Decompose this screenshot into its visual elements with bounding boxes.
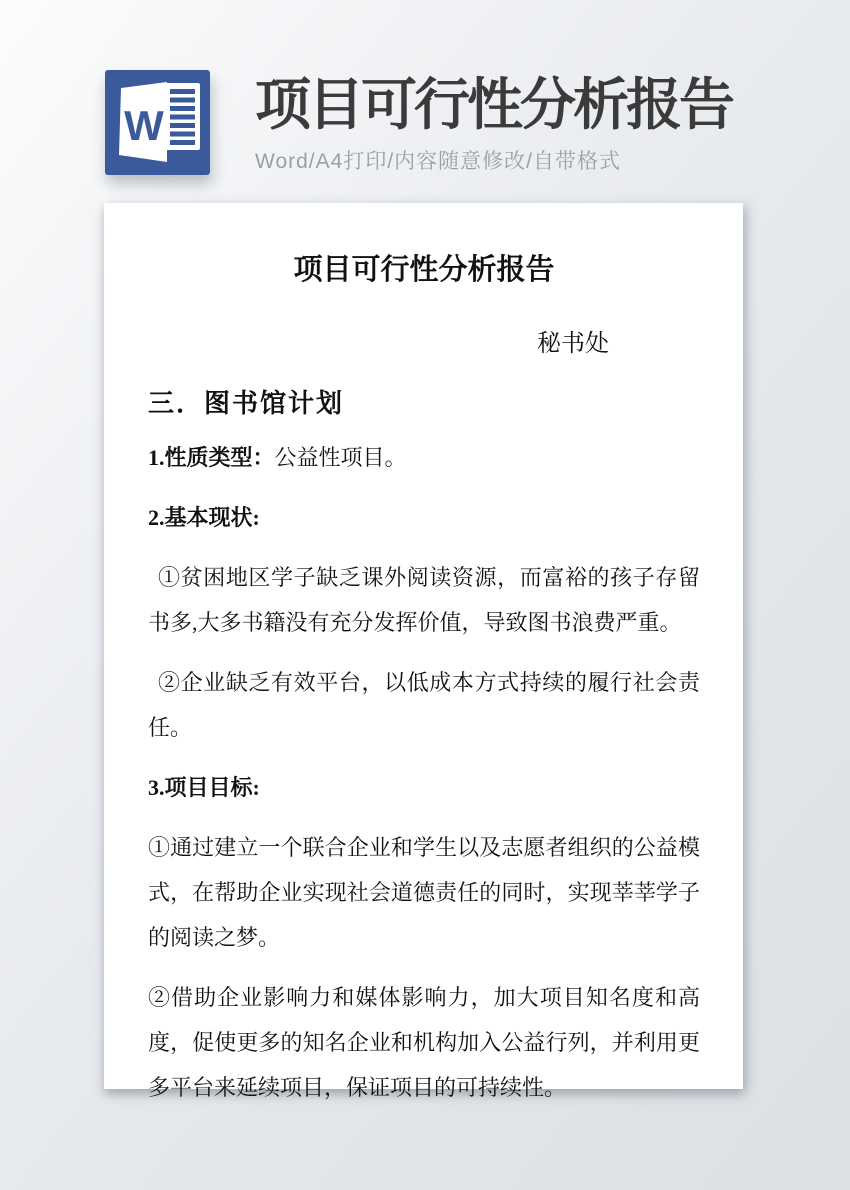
heading-project-goals: 3.项目目标: <box>148 775 260 800</box>
document-byline: 秘书处 <box>537 331 609 357</box>
word-icon-letter: W <box>124 102 164 149</box>
document-page <box>104 203 743 1100</box>
paragraph-status-1: ①贫困地区学子缺乏课外阅读资源，而富裕的孩子存留书多,大多书籍没有充分发挥价值，导致图书浪费严重。 <box>148 565 700 635</box>
paragraph-status-2: ②企业缺乏有效平台，以低成本方式持续的履行社会责任。 <box>148 670 700 740</box>
word-icon <box>105 70 210 175</box>
header-title: 项目可行性分析报告 <box>255 73 732 136</box>
line-nature-type <box>148 435 700 480</box>
section-heading-library-plan: 三．图书馆计划 <box>148 388 345 418</box>
line-nature-type-label: 1.性质类型： <box>148 445 275 470</box>
header-text <box>255 74 732 174</box>
document-title: 项目可行性分析报告 <box>293 254 555 286</box>
paragraph-goal-2: ②借助企业影响力和媒体影响力，加大项目知名度和高度，促使更多的知名企业和机构加入公益行列，并利用更多平台来延续项目，保证项目的可持续性。 <box>148 985 700 1100</box>
heading-basic-status: 2.基本现状: <box>148 505 260 530</box>
word-icon-graphic <box>105 70 210 175</box>
line-nature-type-value: 公益性项目。 <box>274 445 407 470</box>
header-subtitle: Word/A4打印/内容随意修改/自带格式 <box>255 150 621 173</box>
paragraph-goal-1: ①通过建立一个联合企业和学生以及志愿者组织的公益模式，在帮助企业实现社会道德责任的同时，实现莘莘学子的阅读之梦。 <box>148 835 700 950</box>
